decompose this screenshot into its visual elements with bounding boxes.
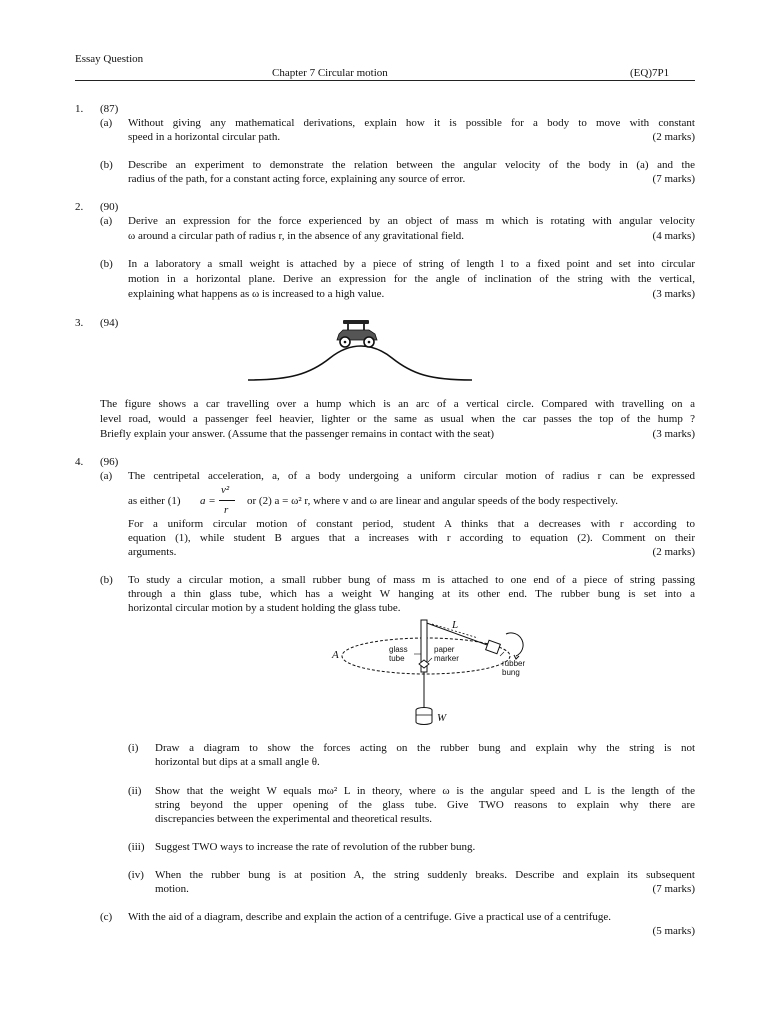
header-right: (EQ)7P1 <box>630 67 670 79</box>
q4b-iii-line1: Suggest TWO ways to increase the rate of revolution of the rubber bung. <box>155 841 476 853</box>
q2b-text-line2: motion in a horizontal plane. Derive an expression for the angle of inclination of the string with the vertical, <box>128 273 695 285</box>
q4b-iv-line1: When the rubber bung is at position A, the string suddenly breaks. Describe and explain its subsequent <box>155 869 695 881</box>
fig-label-bung: bung <box>502 668 520 677</box>
q3-number: 3. <box>75 317 84 329</box>
q4b-iii-label: (iii) <box>128 841 145 853</box>
fig-label-L: L <box>452 619 459 631</box>
car-icon <box>337 320 377 347</box>
q4c-marks: (5 marks) <box>652 925 695 937</box>
q2b-label: (b) <box>100 258 113 270</box>
q4a-eq1-lhs: a = <box>200 495 216 507</box>
q4c-label: (c) <box>100 911 113 923</box>
q2a-label: (a) <box>100 215 113 227</box>
q4a-eq-rest: or (2) a = ω² r, where v and ω are linear and angular speeds of the body respectively. <box>247 495 619 507</box>
fig-label-paper: paper <box>434 645 455 654</box>
q1a-text-line2: speed in a horizontal circular path. <box>128 131 281 143</box>
q1a-marks: (2 marks) <box>652 131 695 143</box>
q3-year: (94) <box>100 317 119 329</box>
q1b-text-line1: Describe an experiment to demonstrate the relation between the angular velocity of the body in (a) and the <box>128 159 695 171</box>
fig-label-glass: glass <box>389 645 408 654</box>
fig-label-tube: tube <box>389 654 405 663</box>
q4a-eq-prefix: as either (1) <box>128 495 181 507</box>
q1b-text-line2: radius of the path, for a constant acting force, explaining any source of error. <box>128 173 466 185</box>
q4a-eq1-denominator: r <box>224 504 229 516</box>
q4a-fraction-bar <box>219 500 235 501</box>
q3-text-line3: Briefly explain your answer. (Assume that the passenger remains in contact with the seat) <box>100 428 495 440</box>
q4b-i-line2: horizontal but dips at a small angle θ. <box>155 756 320 768</box>
q4b-iv-label: (iv) <box>128 869 144 881</box>
car-over-hump-figure <box>240 312 480 386</box>
q4a-text-line5: arguments. <box>128 546 177 558</box>
q4b-iv-line2: motion. <box>155 883 189 895</box>
q4b-text-line1: To study a circular motion, a small rubber bung of mass m is attached to one end of a piece of string passing <box>128 574 695 586</box>
q4a-marks: (2 marks) <box>652 546 695 558</box>
paper-marker-pointer <box>428 658 432 662</box>
q2a-text-line1: Derive an expression for the force experienced by an object of mass m which is rotating with angular velocity <box>128 215 695 227</box>
q4a-text-line1: The centripetal acceleration, a, of a body undergoing a uniform circular motion of radius r can be expressed <box>128 470 695 482</box>
header-left: Essay Question <box>75 53 144 65</box>
fig-label-marker: marker <box>434 654 459 663</box>
fig-label-rubber: rubber <box>502 659 526 668</box>
q1a-text-line1: Without giving any mathematical derivations, explain how it is possible for a body to move with constant <box>128 117 695 129</box>
bung-pointer <box>500 652 504 656</box>
q4b-text-line2: through a thin glass tube, which has a weight W hanging at its other end. The rubber bung is set into a <box>128 588 695 600</box>
q2-number: 2. <box>75 201 84 213</box>
q1b-marks: (7 marks) <box>652 173 695 185</box>
q4b-ii-line1: Show that the weight W equals mω² L in theory, where ω is the angular speed and L is the length of the <box>155 785 695 797</box>
q1-number: 1. <box>75 103 84 115</box>
q4b-ii-label: (ii) <box>128 785 142 797</box>
fig-label-W: W <box>437 712 447 724</box>
q3-text-line2: level road, would a passenger feel heavier, lighter or the same as usual when the car passes the top of the hump ? <box>100 413 695 425</box>
q4b-ii-line3: discrepancies between the experimental and theoretical results. <box>155 813 433 825</box>
q2b-text-line3: explaining what happens as ω is increased to a high value. <box>128 288 385 300</box>
q4b-ii-line2: string beyond the upper opening of the glass tube. Give TWO reasons to explain why there are <box>155 799 695 811</box>
q2a-marks: (4 marks) <box>652 230 695 242</box>
q4-number: 4. <box>75 456 84 468</box>
q2b-text-line1: In a laboratory a small weight is attached by a piece of string of length l to a fixed point and set into circular <box>128 258 695 270</box>
q4a-eq1-numerator: v² <box>221 484 230 496</box>
q2b-marks: (3 marks) <box>652 288 695 300</box>
fig-label-A: A <box>332 649 339 661</box>
q4a-label: (a) <box>100 470 113 482</box>
q4b-text-line3: horizontal circular motion by a student holding the glass tube. <box>128 602 401 614</box>
q4c-line1: With the aid of a diagram, describe and explain the action of a centrifuge. Give a practical use of a centrifuge. <box>128 911 612 923</box>
q2-year: (90) <box>100 201 119 213</box>
q4b-iv-marks: (7 marks) <box>652 883 695 895</box>
header-center: Chapter 7 Circular motion <box>272 67 388 79</box>
q3-marks: (3 marks) <box>652 428 695 440</box>
q4b-i-label: (i) <box>128 742 139 754</box>
q3-text-line1: The figure shows a car travelling over a hump which is an arc of a vertical circle. Compared with travelling on a <box>100 398 695 410</box>
q4a-text-line3: For a uniform circular motion of constant period, student A thinks that a decreases with r according to <box>128 518 695 530</box>
weight-cylinder <box>416 708 432 725</box>
q4b-i-line1: Draw a diagram to show the forces acting on the rubber bung and explain why the string is not <box>155 742 695 754</box>
header-rule <box>75 80 695 81</box>
q2a-text-line2: ω around a circular path of radius r, in the absence of any gravitational field. <box>128 230 465 242</box>
q4-year: (96) <box>100 456 119 468</box>
q4a-text-line4: equation (1), while student B argues that a increases with r according to equation (2). Comment on their <box>128 532 695 544</box>
hump-curve <box>248 346 472 380</box>
q1b-label: (b) <box>100 159 113 171</box>
rubber-bung <box>486 640 501 654</box>
q4b-label: (b) <box>100 574 113 586</box>
q1a-label: (a) <box>100 117 113 129</box>
q1-year: (87) <box>100 103 119 115</box>
